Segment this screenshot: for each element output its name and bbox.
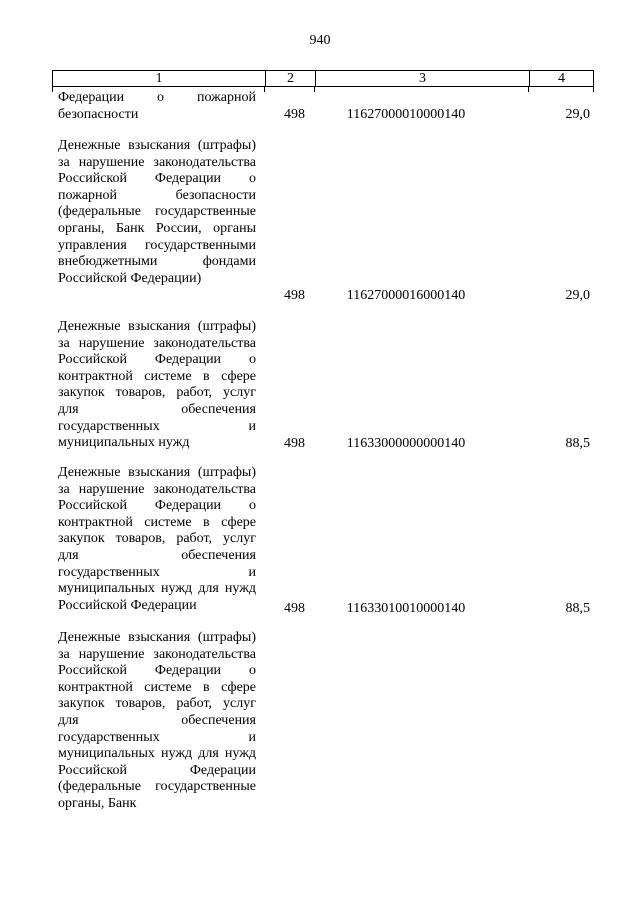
row-description: Федерации о пожарной безопасности	[58, 90, 256, 122]
admin-code: 498	[284, 436, 305, 451]
table-border-tick	[52, 87, 53, 92]
row-description: Денежные взыскания (штрафы) за нарушение законодательства Российской Федерации о контрактной системе в сфере закупок товаров, работ, услуг для обеспечения государственных и муниципальных нужд	[58, 319, 256, 451]
amount: 88,5	[565, 601, 590, 616]
admin-code: 498	[284, 107, 305, 122]
page-number: 940	[309, 33, 331, 48]
budget-code: 11627000010000140	[346, 107, 466, 122]
table-border-tick	[314, 87, 315, 92]
amount: 29,0	[565, 107, 590, 122]
row-description: Денежные взыскания (штрафы) за нарушение законодательства Российской Федерации о контрактной системе в сфере закупок товаров, работ, услуг для обеспечения государственных и муниципальных нужд для нужд Российской Федерации	[58, 465, 256, 613]
row-description: Денежные взыскания (штрафы) за нарушение законодательства Российской Федерации о пожарной безопасности (федеральные государственные органы, Банк России, органы управления государственными внебюджетными фондами Российской Федерации)	[58, 138, 256, 286]
budget-code: 11633000000000140	[346, 436, 466, 451]
column-header-1: 1	[155, 71, 163, 86]
column-header-4: 4	[529, 71, 593, 86]
admin-code: 498	[284, 601, 305, 616]
table-border-tick	[264, 87, 265, 92]
budget-code: 11627000016000140	[346, 288, 466, 303]
budget-code: 11633010010000140	[346, 601, 466, 616]
table-border-tick	[528, 87, 529, 92]
table-header	[52, 70, 594, 87]
amount: 29,0	[565, 288, 590, 303]
table-border-tick	[593, 87, 594, 92]
column-header-2: 2	[265, 71, 315, 86]
row-description: Денежные взыскания (штрафы) за нарушение законодательства Российской Федерации о контрактной системе в сфере закупок товаров, работ, услуг для обеспечения государственных и муниципальных нужд для нужд Российской Федерации (федеральные государственные органы, Банк	[58, 630, 256, 811]
column-header-3: 3	[315, 71, 529, 86]
admin-code: 498	[284, 288, 305, 303]
amount: 88,5	[565, 436, 590, 451]
